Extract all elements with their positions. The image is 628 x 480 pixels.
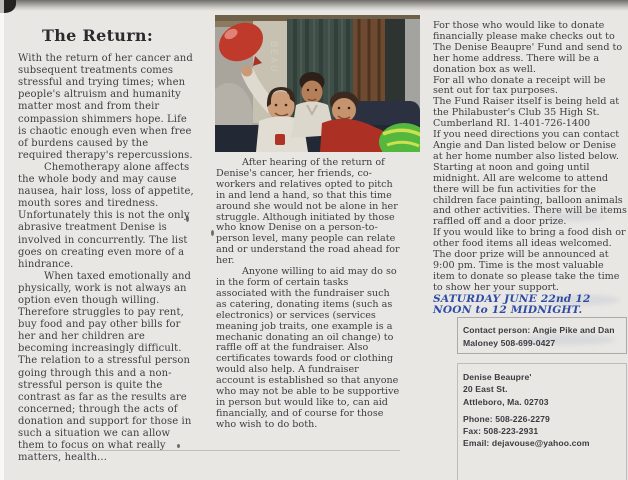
address-street: 20 East St. [463, 384, 508, 395]
address-phone: Phone: 508-226-2279 [463, 413, 550, 424]
family-photo [215, 15, 420, 152]
section-heading: The Return: [42, 26, 154, 45]
page-left-edge [0, 0, 4, 480]
left-column [18, 26, 196, 464]
right-column [433, 21, 628, 317]
address-email: Email: dejavouse@yahoo.com [463, 438, 590, 449]
paragraph: Chemotherapy alone affects the whole body and may cause nausea, hair loss, loss of appetite, mouth sores and tiredness. Unfortunately this is not the only abrasive treatment Denise is involved in concurrently. The list goes on creating even more of a hindrance. [18, 161, 194, 270]
paragraph: If you would like to bring a food dish or other food items all ideas welcomed. [433, 227, 626, 250]
paragraph: If you need directions you can contact Angie and Dan listed below or Denise at her home number also listed below. Starting at noon and going until midnight. All are welcome to attend there will be fun activities for the children face painting, balloon animals and other activities. There will be items raffled off and a door prize. [433, 129, 627, 228]
family-photo-image [215, 15, 420, 152]
paragraph: Anyone willing to aid may do so in the form of certain tasks associated with the fundraiser such as catering, donating items (such as electronics) or services (services meaning job traits, one example is a mechanic donating an oil change) to raffle off at the fundraiser. Also certificates towards food or clothing would also help. A fundraiser account is established so that anyone who may not be able to be supportive in person but would like to, can aid financially, and of course for those who wish to do both. [216, 266, 400, 430]
contact-person-text: Contact person: Angie Pike and Dan Maloney 508-699-0427 [463, 325, 615, 348]
paragraph: After hearing of the return of Denise's cancer, her friends, co-workers and relatives opted to pitch in and lend a hand, so that this time around she would not be alone in her struggle. Although initiated by those who know Denise on a person-to-person level, many people can relate and or understand the road ahead for her. [216, 157, 400, 267]
event-date: SATURDAY JUNE 22nd 12 NOON to 12 MIDNIGHT. [433, 292, 591, 317]
contact-box [457, 317, 627, 354]
address-box [457, 363, 627, 480]
paragraph: When taxed emotionally and physically, work is not always an option even though willing. Therefore struggles to pay rent, buy food and pay other bills for her and her children are becoming increasingly difficult. The relation to a stressful person going through this and a non-stressful person is quite the contrast as far as the results are concerned; through the acts of donation and support for those in such a situation we can allow them to focus on what really matters, health... [18, 270, 192, 464]
paragraph: With the return of her cancer and subsequent treatments comes stressful and trying times; when people's altruism and humanity matter most and from their compassion shimmers hope. Life is chaotic enough even when free of burdens caused by the required therapy's repercussions. [18, 53, 193, 161]
paragraph: The door prize will be announced at 9:00 pm. Time is the most valuable item to donate so please take the time to show her your support. [433, 249, 620, 293]
address-fax: Fax: 508-223-2931 [463, 426, 539, 437]
photo-watermark: BEAU [269, 41, 279, 74]
address-name: Denise Beaupre' [463, 372, 532, 382]
paragraph: For all who donate a receipt will be sent out for tax purposes. [433, 74, 606, 97]
scan-edge-shadow [0, 0, 628, 11]
paragraph: The Fund Raiser itself is being held at the Philabuster's Club 35 High St. Cumberland RI. 1-401-726-1400 [433, 96, 620, 130]
middle-column [216, 158, 400, 431]
paragraph: For those who would like to donate financially please make checks out to The Denise Beaupre' Fund and send to her home address. There will be a donation box as well. [433, 20, 623, 75]
address-city: Attleboro, Ma. 02703 [463, 396, 549, 407]
ink-speck [211, 230, 214, 236]
